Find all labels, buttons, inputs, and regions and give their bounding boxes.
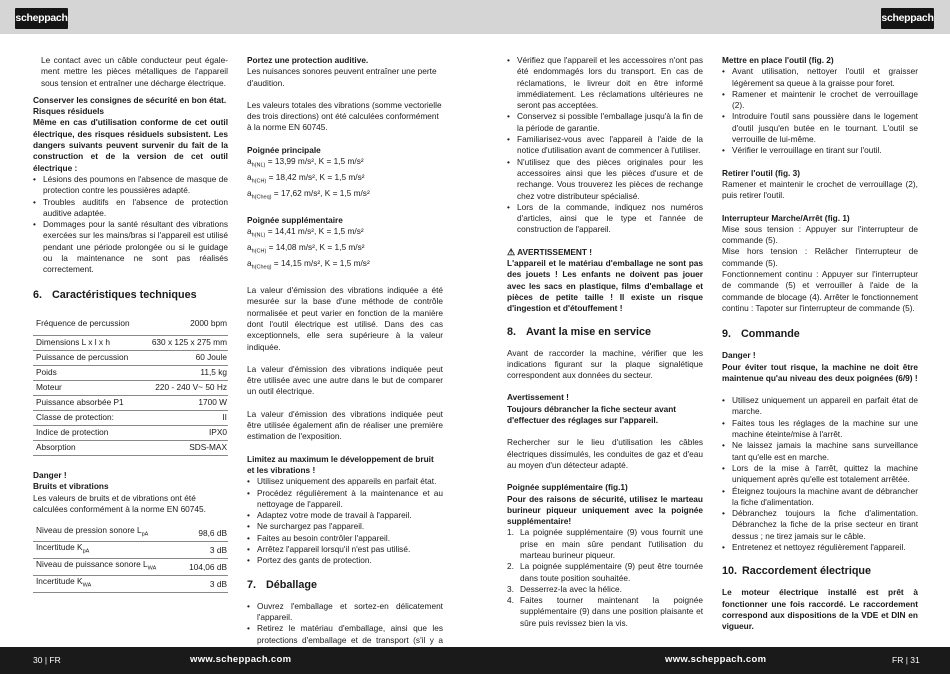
list-item: • Utilisez uniquement un appareil en parfait état de marche. — [722, 395, 918, 418]
tool-remove-text: Ramener et maintenir le crochet de verrouillage (2), puis retirer l'outil. — [722, 178, 918, 201]
vibration-para-2: La valeur d'émission des vibrations indiquée peut être utilisée avec une autre dans le but de comparer un outil électrique. — [247, 363, 443, 397]
noise-label — [33, 525, 179, 541]
table-row — [33, 542, 228, 559]
spec-value: 220 - 240 V~ 50 Hz — [141, 381, 228, 396]
list-item: • Utilisez uniquement des appareils en parfait état. — [247, 476, 443, 487]
residual-risks-heading: Risques résiduels — [33, 106, 105, 117]
website-link-left[interactable]: www.scheppach.com — [190, 654, 292, 665]
noise-heading: Bruits et vibrations — [33, 481, 109, 492]
table-row — [33, 525, 228, 541]
list-item: • Éteignez toujours la machine avant de débrancher la fiche d'alimentation. — [722, 486, 918, 509]
switch-line: Mise sous tension : Appuyer sur l'interrupteur de commande (5). — [722, 223, 918, 246]
spec-value: 2000 bpm — [141, 312, 228, 336]
aux-handle-heading: Poignée supplémentaire (fig.1) — [507, 482, 628, 493]
noise-value: 98,6 dB — [179, 525, 228, 541]
danger-text: Pour éviter tout risque, la machine ne doit être maintenue qu'au niveau des deux poignées (6/9) ! — [722, 361, 918, 383]
page-number-right: FR | 31 — [892, 655, 920, 665]
section-6-heading: 6. Caractéristiques techniques — [33, 288, 197, 301]
list-item: • Ouvrez l'emballage et sortez-en délicatement l'appareil. — [247, 601, 443, 624]
residual-risks-list — [33, 174, 228, 276]
list-item: 2. La poignée supplémentaire (9) peut être tournée dans toute position souhaitée. — [507, 561, 703, 583]
check-list — [507, 55, 703, 236]
section-9-heading: 9. Commande — [722, 328, 800, 341]
vibration-para-3: La valeur d'émission des vibrations indiquée peut être utilisée également afin de réaliser une première estimation de l'exposition. — [247, 408, 443, 442]
vibration-value: $a_{h(Cheq)} = 14,15$ m/s², K = 1,5 m/s² — [247, 258, 370, 271]
electrical-connection-text: Le moteur électrique installé est prêt à fonctionner une fois raccordé. Le raccordement correspond aux dispositions de la VDE et DIN en vigueur. — [722, 587, 918, 632]
switch-heading: Interrupteur Marche/Arrêt (fig. 1) — [722, 212, 850, 223]
spec-label: Classe de protection: — [33, 411, 141, 426]
limit-heading: Limitez au maximum le développement de bruit et les vibrations ! — [247, 453, 434, 475]
noise-label-text: Incertitude K — [36, 542, 83, 553]
column-2 — [247, 55, 443, 668]
list-item: • Conservez si possible l'emballage jusqu'à la fin de la période de garantie. — [507, 111, 703, 134]
list-item: • Faites tous les réglages de la machine sur une machine éteinte/mise à l'arrêt. — [722, 418, 918, 441]
vibration-text: Les valeurs totales des vibrations (somme vectorielle des trois directions) ont été calculées conformément à la norme EN 60745. — [247, 99, 442, 133]
table-row — [33, 559, 228, 576]
noise-label — [33, 542, 179, 559]
table-row — [33, 396, 228, 411]
main-grip-values — [247, 156, 443, 204]
noise-label-text: Niveau de puissance sonore L — [36, 559, 148, 570]
vibration-value: $a_{h(CH)} = 14,08$ m/s², K = 1,5 m/s² — [247, 242, 365, 255]
vibration-value: $a_{h(NL)} = 13,99$ m/s², K = 1,5 m/s² — [247, 156, 364, 169]
tool-remove-heading: Retirer l'outil (fig. 3) — [722, 167, 801, 178]
list-item: • Débranchez toujours la fiche d'alimentation. Débranchez la fiche de la prise secteur en tirant dessus ; ne tirez jamais sur le câble. — [722, 508, 918, 542]
column-3 — [507, 55, 703, 629]
limit-list — [247, 476, 443, 566]
table-row — [33, 441, 228, 456]
warning-triangle-icon: ⚠ — [507, 246, 516, 257]
attention-label: Avertissement ! — [507, 392, 569, 403]
list-item: • Retirez le matériau d'emballage, ainsi que les protections d'emballage et de transport (s'il y a — [247, 623, 443, 657]
list-item: • Ramener et maintenir le crochet de verrouillage (2). — [722, 89, 918, 112]
list-item: • Arrêtez l'appareil lorsqu'il n'est pas utilisé. — [247, 544, 443, 555]
main-grip-heading: Poignée principale — [247, 144, 321, 155]
warning-label: ⚠ AVERTISSEMENT ! — [507, 246, 593, 257]
spec-value: II — [141, 411, 228, 426]
list-item: • Lors de la mise à l'arrêt, quittez la machine uniquement après qu'elle est totalement arrêtée. — [722, 463, 918, 486]
danger-label: Danger ! — [722, 350, 756, 361]
list-item: • Faites au besoin contrôler l'appareil. — [247, 533, 443, 544]
hearing-protection-heading: Portez une protection auditive. — [247, 55, 369, 65]
list-item: • Ne surchargez pas l'appareil. — [247, 521, 443, 532]
spec-value: IPX0 — [141, 426, 228, 441]
table-row — [33, 336, 228, 351]
danger-label: Danger ! — [33, 470, 67, 481]
brand-logo-left: scheppach — [15, 8, 68, 29]
noise-label-sub: pA — [141, 531, 149, 538]
list-item: • Ne laissez jamais la machine sans surveillance tant qu'elle est en marche. — [722, 440, 918, 463]
tool-insert-heading: Mettre en place l'outil (fig. 2) — [722, 55, 834, 65]
aux-grip-values — [247, 226, 443, 274]
list-item: • Portez des gants de protection. — [247, 555, 443, 566]
noise-table — [33, 525, 228, 593]
list-item: 4. Faites tourner maintenant la poignée supplémentaire (9) dans une position plaisante et sûre puis revissez bien la vis. — [507, 595, 703, 628]
noise-value: 3 dB — [179, 576, 228, 593]
section-8-heading: 8. Avant la mise en service — [507, 325, 652, 338]
warning-text: L'appareil et le matériau d'emballage ne sont pas des jouets ! Les enfants ne doivent pas jouer avec les sacs en plastique, films d'emballage et pièces de petite taille ! Il existe un risque d'ingestion et d'étouffement ! — [507, 258, 703, 314]
list-item: • Lésions des poumons en l'absence de masque de protection contre les poussières adapté. — [33, 174, 228, 197]
noise-label-sub: WA — [82, 582, 92, 589]
spec-label: Moteur — [33, 381, 141, 396]
table-row — [33, 381, 228, 396]
list-item: • Entretenez et nettoyez régulièrement l'appareil. — [722, 542, 918, 553]
spec-label: Dimensions L x l x h — [33, 336, 141, 351]
column-4 — [722, 55, 918, 632]
switch-line: Mise hors tension : Relâcher l'interrupteur de commande (5). — [722, 246, 918, 268]
spec-value: 60 Joule — [141, 351, 228, 366]
noise-label — [33, 559, 179, 576]
list-item: • N'utilisez que des pièces originales pour les accessoires ainsi que les pièces d'usure et de rechange. Vous trouverez les pièces de rechange chez votre distributeur spécialisé. — [507, 157, 703, 202]
section-10-heading: 10. Raccordement électrique — [722, 565, 872, 578]
noise-label-text: Niveau de pression sonore L — [36, 525, 142, 536]
table-row — [33, 411, 228, 426]
section-7-heading: 7. Déballage — [247, 578, 318, 591]
spec-label: Puissance absorbée P1 — [33, 396, 141, 411]
table-row — [33, 366, 228, 381]
list-item: • Vérifiez que l'appareil et les accessoires n'ont pas été endommagés lors du transport. En cas de réclamations, le livreur doit en être informé immédiatement. Les réclamations ultérieures ne seront pas acceptées. — [507, 55, 703, 111]
noise-value: 3 dB — [179, 542, 228, 559]
list-item: • Familiarisez-vous avec l'appareil à l'aide de la notice d'utilisation avant de commencer à l'utiliser. — [507, 134, 703, 157]
website-link-right[interactable]: www.scheppach.com — [665, 654, 767, 665]
list-item: • Dommages pour la santé résultant des vibrations exercées sur les mains/bras si l'appareil est utilisé pendant une période prolongée ou si le guidage ou la maintenance ne sont pas réalisés correctement. — [33, 219, 228, 275]
spec-value: 630 x 125 x 275 mm — [141, 336, 228, 351]
list-item: • Vérifier le verrouillage en tirant sur l'outil. — [722, 145, 918, 156]
technical-specs-table — [33, 312, 228, 457]
table-row — [33, 351, 228, 366]
spec-label: Fréquence de percussion — [33, 312, 141, 336]
list-item: • Procédez régulièrement à la maintenance et au nettoyage de l'appareil. — [247, 488, 443, 511]
spec-value: 1700 W — [141, 396, 228, 411]
list-item: • Adaptez votre mode de travail à l'appareil. — [247, 510, 443, 521]
table-row — [33, 576, 228, 593]
vibration-value: $a_{h(NL)} = 14,41$ m/s², K = 1,5 m/s² — [247, 226, 364, 239]
aux-grip-heading: Poignée supplémentaire — [247, 214, 343, 225]
noise-text: Les valeurs de bruits et de vibrations ont été calculées conformément à la norme EN 60745. — [33, 492, 206, 515]
table-row — [33, 312, 228, 336]
brand-logo-right: scheppach — [881, 8, 934, 29]
spec-label: Poids — [33, 366, 141, 381]
hearing-protection-text: Les nuisances sonores peuvent entraîner une perte d'audition. — [247, 66, 437, 88]
table-row — [33, 426, 228, 441]
noise-label-sub: WA — [147, 565, 157, 572]
list-item: 3. Desserrez-la avec la hélice. — [507, 583, 622, 594]
attention-text: Toujours débrancher la fiche secteur avant d'effectuer des réglages sur l'appareil. — [507, 403, 677, 426]
cable-text: Rechercher sur le lieu d'utilisation les câbles électriques dissimulés, les conduites de gaz et d'eau au moyen d'un détecteur adapté. — [507, 437, 703, 470]
list-item: 1. La poignée supplémentaire (9) vous fournit une prise en main sûre pendant l'utilisation du marteau burineur piqueur. — [507, 527, 703, 560]
list-item: • Troubles auditifs en l'absence de protection auditive adaptée. — [33, 197, 228, 220]
noise-label-sub: pA — [82, 548, 90, 555]
aux-handle-steps — [507, 527, 703, 629]
vibration-value: $a_{h(CH)} = 18,42$ m/s², K = 1,5 m/s² — [247, 172, 365, 185]
noise-value: 104,06 dB — [179, 559, 228, 576]
column-1 — [33, 55, 228, 593]
operation-list — [722, 395, 918, 553]
tool-insert-list — [722, 66, 918, 156]
spec-label: Absorption — [33, 441, 141, 456]
vibration-value: $a_{h(Cheq)} = 17,62$ m/s², K = 1,5 m/s² — [247, 187, 370, 201]
list-item: • Avant utilisation, nettoyer l'outil et graisser légèrement sa queue à la graisse pour foret. — [722, 66, 918, 89]
page-number-left: 30 | FR — [33, 655, 61, 665]
spec-label: Puissance de percussion — [33, 351, 141, 366]
header-bar — [0, 0, 950, 34]
residual-risks-text: Même en cas d'utilisation conforme de cet outil électrique, des risques résiduels subsistent. Les dangers suivants peuvent survenir du fait de la construction et de la version de cet outil électrique : — [33, 117, 228, 173]
footer-bar — [0, 647, 950, 674]
switch-line: Fonctionnement continu : Appuyer sur l'interrupteur de commande (5) et verrouiller à l'aide de la commande de blocage (4). Arrêter le fonctionnement continu : Tapoter sur l'interrupteur de commande (5). — [722, 269, 918, 313]
list-item: • Introduire l'outil sans poussière dans le logement d'outil jusqu'en butée en le tournant. L'outil se verrouille de lui-même. — [722, 111, 918, 145]
vibration-para-1: La valeur d'émission des vibrations indiquée a été mesurée sur la base d'une méthode de contrôle normalisée et peut varier en fonction de la manière dont l'outil électrique est utilisé. Dans des cas exceptionnels, elle sera supérieure à la valeur indiquée. — [247, 285, 443, 352]
connect-text: Avant de raccorder la machine, vérifier que les indications figurant sur la plaque signalétique correspondent aux données du secteur. — [507, 347, 703, 381]
spec-value: SDS-MAX — [141, 441, 228, 456]
aux-handle-text: Pour des raisons de sécurité, utilisez le marteau burineur piqueur uniquement avec la poignée supplémentaire! — [507, 493, 703, 527]
spec-label: Indice de protection — [33, 426, 141, 441]
noise-label-text: Incertitude K — [36, 576, 83, 587]
list-item: • Lors de la commande, indiquez nos numéros d'articles, ainsi que le type et l'année de construction de l'appareil. — [507, 202, 703, 236]
spec-value: 11,5 kg — [141, 366, 228, 381]
safety-keep-heading: Conserver les consignes de sécurité en bon état. — [33, 94, 227, 105]
intro-paragraph: Le contact avec un câble conducteur peut égale-ment mettre les pièces métalliques de l'appareil sous tension et entraîner une décharge électrique. — [41, 55, 228, 88]
noise-label — [33, 576, 179, 593]
